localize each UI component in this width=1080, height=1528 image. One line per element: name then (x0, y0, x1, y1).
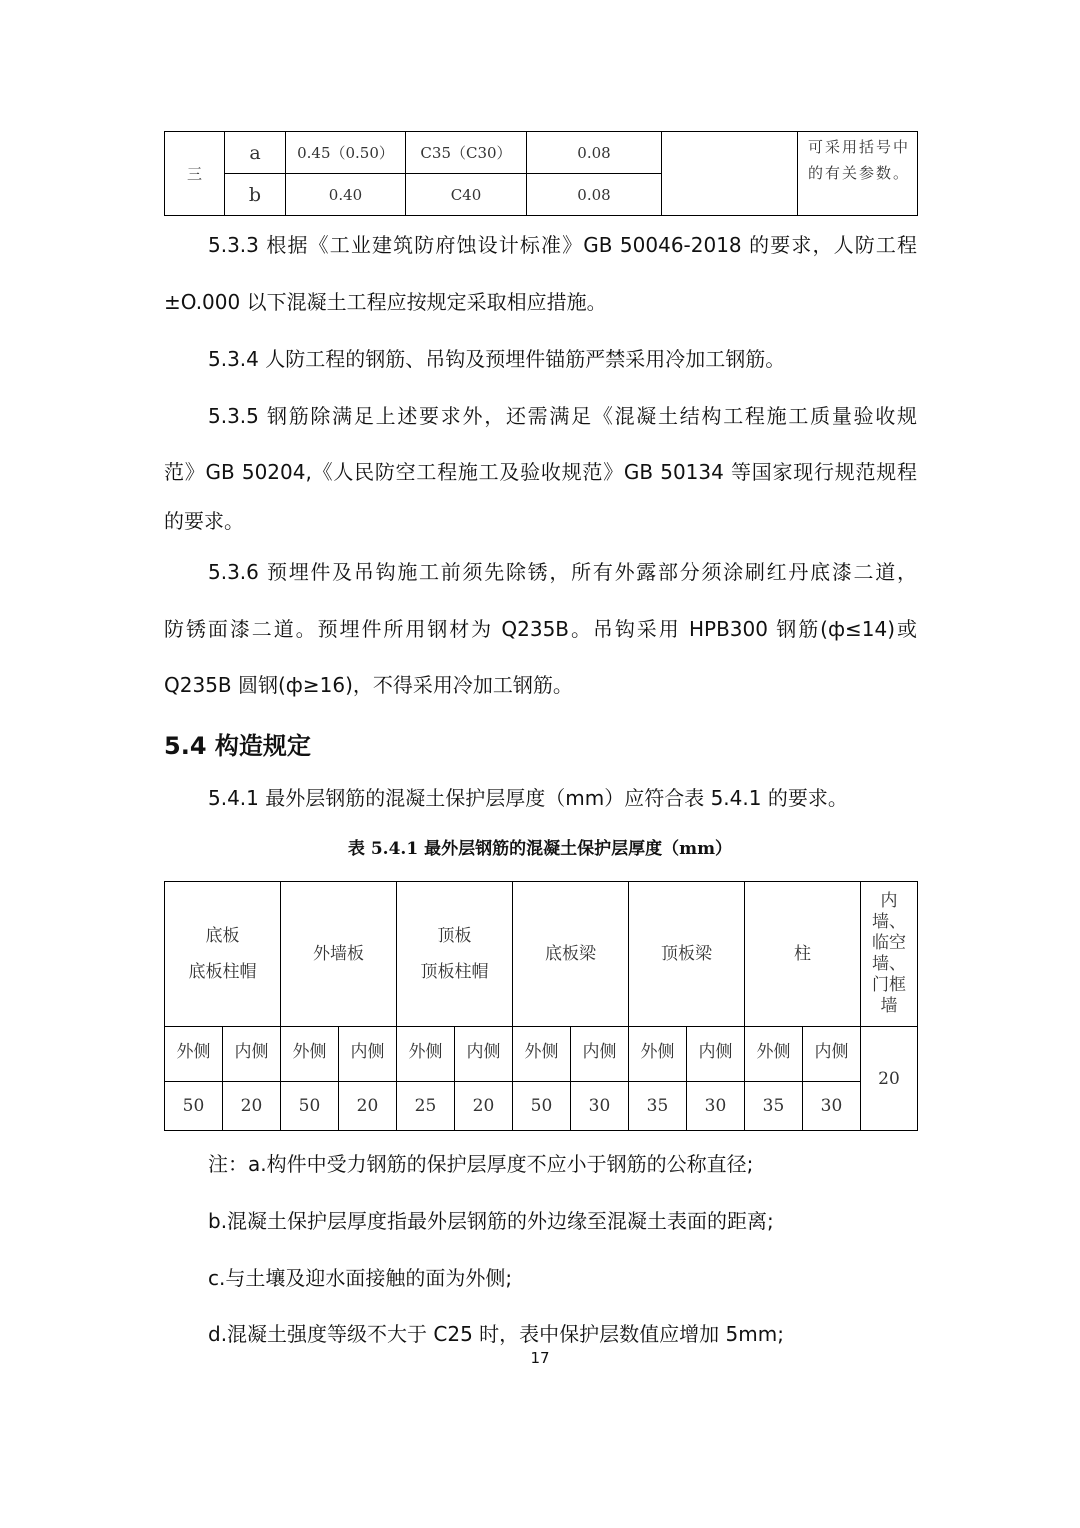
value-cell: 30 (571, 1082, 629, 1131)
header-column: 柱 (745, 882, 861, 1027)
paragraph-5-3-4: 5.3.4 人防工程的钢筋、吊钩及预埋件锚筋严禁采用冷加工钢筋。 (208, 347, 786, 371)
outer-side-label: 外侧 (629, 1027, 687, 1082)
header-exterior-wall: 外墙板 (281, 882, 397, 1027)
inner-side-label: 内侧 (455, 1027, 513, 1082)
group-label-cell: 三 (165, 132, 225, 216)
inner-side-label: 内侧 (803, 1027, 861, 1082)
value-cell: 20 (455, 1082, 513, 1131)
value-cell: 35 (629, 1082, 687, 1131)
cover-thickness-table (164, 881, 918, 1131)
value-cell: 20 (339, 1082, 397, 1131)
value-cell: 30 (803, 1082, 861, 1131)
outer-side-label: 外侧 (513, 1027, 571, 1082)
note-d: d.混凝土强度等级不大于 C25 时，表中保护层数值应增加 5mm; (208, 1322, 784, 1346)
value-cell: 25 (397, 1082, 455, 1131)
header-top-slab: 顶板 顶板柱帽 (397, 882, 513, 1027)
paragraph-5-3-6-line2: 防锈面漆二道。预埋件所用钢材为 Q235B。吊钩采用 HPB300 钢筋(ф≤14)或 (164, 617, 917, 641)
grade-cell: b (225, 174, 286, 216)
outer-side-label: 外侧 (165, 1027, 223, 1082)
outer-side-label: 外侧 (281, 1027, 339, 1082)
value-cell: 50 (281, 1082, 339, 1131)
paragraph-5-3-6-line1: 5.3.6 预埋件及吊钩施工前须先除锈，所有外露部分须涂刷红丹底漆二道， (208, 560, 917, 584)
table-caption: 表 5.4.1 最外层钢筋的混凝土保护层厚度（mm） (347, 839, 733, 859)
ratio-cell: 0.45（0.50） (286, 132, 406, 174)
inner-side-label: 内侧 (223, 1027, 281, 1082)
grade-cell: a (225, 132, 286, 174)
inner-side-label: 内侧 (687, 1027, 745, 1082)
section-heading: 5.4 构造规定 (164, 732, 311, 760)
paragraph-5-3-5-line2: 范》GB 50204,《人民防空工程施工及验收规范》GB 50134 等国家现行规范规程 (164, 460, 917, 484)
empty-cell (662, 132, 798, 216)
page-number: 17 (530, 1349, 550, 1367)
value-cell: 30 (687, 1082, 745, 1131)
strength-cell: C35（C30） (406, 132, 527, 174)
chloride-cell: 0.08 (527, 174, 662, 216)
value-cell: 50 (165, 1082, 223, 1131)
paragraph-5-3-5-line1: 5.3.5 钢筋除满足上述要求外，还需满足《混凝土结构工程施工质量验收规 (208, 404, 917, 428)
note-b: b.混凝土保护层厚度指最外层钢筋的外边缘至混凝土表面的距离; (208, 1209, 774, 1233)
table-row (165, 132, 918, 174)
header-top-beam: 顶板梁 (629, 882, 745, 1027)
inner-side-label: 内侧 (339, 1027, 397, 1082)
paragraph-5-3-5-line3: 的要求。 (164, 509, 244, 533)
strength-cell: C40 (406, 174, 527, 216)
header-bottom-beam: 底板梁 (513, 882, 629, 1027)
header-inner-wall: 内 墙、 临空 墙、 门框 墙 (861, 882, 918, 1027)
chloride-cell: 0.08 (527, 132, 662, 174)
table-header-row (165, 882, 918, 1027)
paragraph-5-3-3-line1: 5.3.3 根据《工业建筑防府蚀设计标准》GB 50046-2018 的要求，人防工程 (208, 233, 917, 257)
note-cell: 可采用括号中的有关参数。 (798, 132, 918, 216)
inner-side-label: 内侧 (571, 1027, 629, 1082)
note-c: c.与土壤及迎水面接触的面为外侧; (208, 1266, 513, 1290)
inner-wall-value: 20 (861, 1027, 918, 1131)
durability-table-continued (164, 131, 918, 216)
note-a: 注：a.构件中受力钢筋的保护层厚度不应小于钢筋的公称直径; (208, 1152, 754, 1176)
value-cell: 35 (745, 1082, 803, 1131)
table-row (165, 1082, 918, 1131)
outer-side-label: 外侧 (745, 1027, 803, 1082)
outer-side-label: 外侧 (397, 1027, 455, 1082)
table-subheader-row (165, 1027, 918, 1082)
paragraph-5-4-1: 5.4.1 最外层钢筋的混凝土保护层厚度（mm）应符合表 5.4.1 的要求。 (208, 786, 848, 810)
ratio-cell: 0.40 (286, 174, 406, 216)
value-cell: 20 (223, 1082, 281, 1131)
value-cell: 50 (513, 1082, 571, 1131)
paragraph-5-3-6-line3: Q235B 圆钢(ф≥16)，不得采用冷加工钢筋。 (164, 673, 573, 697)
header-bottom-slab: 底板 底板柱帽 (165, 882, 281, 1027)
paragraph-5-3-3-line2: ±O.000 以下混凝土工程应按规定采取相应措施。 (164, 290, 607, 314)
